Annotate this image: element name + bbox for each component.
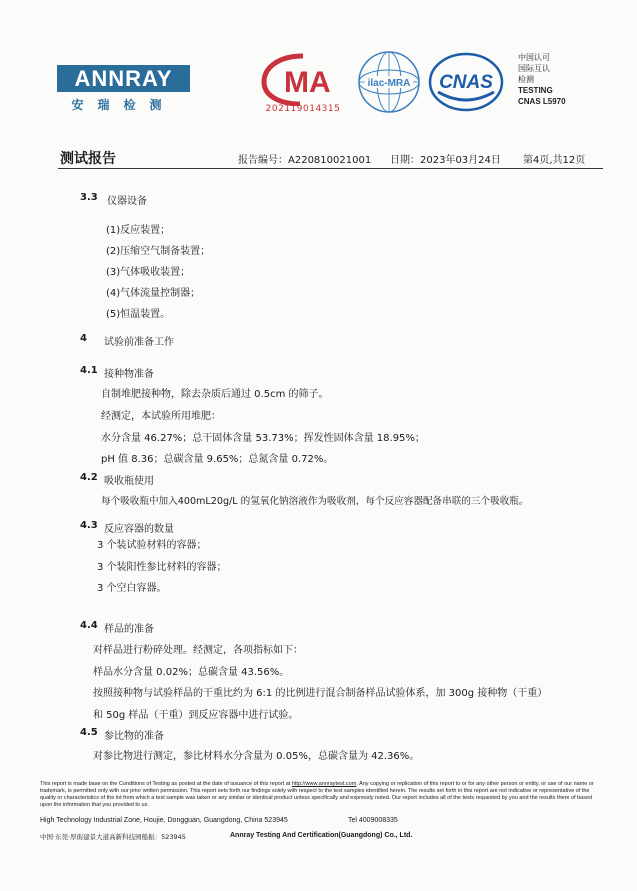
section-number: 4.5	[80, 727, 98, 738]
section-title: 试验前准备工作	[104, 337, 174, 348]
report-date: 日期：2023年03月24日	[390, 155, 501, 166]
disclaimer-text: . Any copying or replication of this report to or for any other person or entity, or use of our name or trademark, is permitted only with our prior written permission. This report sets forth our findings solely with respect to the test samples identified herein. The results set forth in this report are not indicative or representative of the quality or characteristics of the lot from which a test sample was taken or any similar or identical product unless specifically and expressly noted. Our report includes all of the tests requested by you and the results there of based upon the information that you provided to us.	[40, 781, 594, 808]
report-title: 测试报告	[60, 151, 116, 167]
section-title: 样品的准备	[104, 624, 154, 635]
list-item: (5)恒温装置。	[106, 309, 171, 320]
paragraph-line: 对参比物进行测定，参比材料水分含量为 0.05%，总碳含量为 42.36%。	[93, 751, 420, 762]
section-number: 4.2	[80, 472, 98, 483]
paragraph-line: 自制堆肥接种物，除去杂质后通过 0.5cm 的筛子。	[101, 389, 329, 400]
paragraph-line: 和 50g 样品（干重）到反应容器中进行试验。	[93, 710, 299, 721]
cma-logo-text: MA	[284, 66, 331, 99]
list-item: (3)气体吸收装置；	[106, 267, 191, 278]
section-number: 3.3	[80, 192, 98, 203]
paragraph-line: 经测定，本试验所用堆肥：	[101, 411, 221, 422]
section-number: 4.3	[80, 520, 98, 531]
paragraph-line: pH 值 8.36；总碳含量 9.65%；总氮含量 0.72%。	[101, 454, 334, 465]
section-number: 4	[80, 333, 87, 344]
section-title: 反应容器的数量	[104, 524, 174, 535]
footer-tel: Tel 4009008335	[348, 817, 398, 824]
section-title: 参比物的准备	[104, 731, 164, 742]
paragraph-line: 按照接种物与试验样品的干重比约为 6:1 的比例进行混合制备样品试验体系，加 300g 接种物（干重）	[93, 688, 548, 699]
list-item: (4)气体流量控制器；	[106, 288, 201, 299]
accred-line: 国际互认	[518, 64, 550, 73]
cma-number: 202119014315	[265, 104, 341, 114]
paragraph-line: 样品水分含量 0.02%；总碳含量 43.56%。	[93, 667, 290, 678]
paragraph-line: 水分含量 46.27%；总干固体含量 53.73%；挥发性固体含量 18.95%；	[101, 433, 425, 444]
annray-logo-cn: 安瑞检测	[71, 98, 176, 112]
section-number: 4.1	[80, 365, 98, 376]
section-title: 吸收瓶使用	[104, 476, 154, 487]
annray-logo: ANNRAY	[57, 65, 190, 92]
section-title: 仪器设备	[107, 196, 147, 207]
cnas-logo	[428, 52, 504, 112]
header-divider	[58, 168, 603, 169]
disclaimer-text: This report is made base on the Conditions of Testing as posted at the date of issuance of this report at	[40, 781, 291, 787]
accred-line: 检测	[518, 75, 534, 84]
footer-disclaimer	[40, 781, 605, 809]
accreditation-text	[518, 52, 566, 107]
list-item: 3 个装试验材料的容器；	[97, 540, 207, 551]
section-title: 接种物准备	[104, 369, 154, 380]
footer-address: High Technology Industrial Zone, Houjie, Dongguan, Guangdong, China 523945	[40, 817, 288, 824]
report-page: 第4页,共12页	[523, 155, 586, 166]
paragraph-line: 每个吸收瓶中加入400mL20g/L 的氢氧化钠溶液作为吸收剂，每个反应容器配备串联的三个吸收瓶。	[101, 496, 529, 507]
footer-company: Annray Testing And Certification(Guangdong) Co., Ltd.	[230, 832, 413, 839]
cnas-logo-text: CNAS	[439, 72, 493, 93]
list-item: (2)压缩空气制备装置；	[106, 246, 211, 257]
list-item: 3 个装阳性参比材料的容器；	[97, 562, 227, 573]
paragraph-line: 对样品进行粉碎处理。经测定，各项指标如下：	[93, 645, 303, 656]
report-number: 报告编号：A220810021001	[238, 155, 372, 166]
cma-logo	[258, 52, 348, 106]
footer-cn-address: 中国·东莞·厚街建景大道高新科技园船振：523945	[40, 833, 186, 841]
section-number: 4.4	[80, 620, 98, 631]
ilac-mra-logo	[357, 50, 421, 114]
accred-line: 中国认可	[518, 53, 550, 62]
accred-line: CNAS L5970	[518, 97, 566, 106]
accred-line: TESTING	[518, 86, 553, 95]
list-item: 3 个空白容器。	[97, 583, 167, 594]
ilac-logo-text: ilac-MRA	[367, 78, 411, 89]
list-item: (1)反应装置；	[106, 225, 171, 236]
footer-link[interactable]: http://www.annraytest.com	[291, 781, 357, 787]
